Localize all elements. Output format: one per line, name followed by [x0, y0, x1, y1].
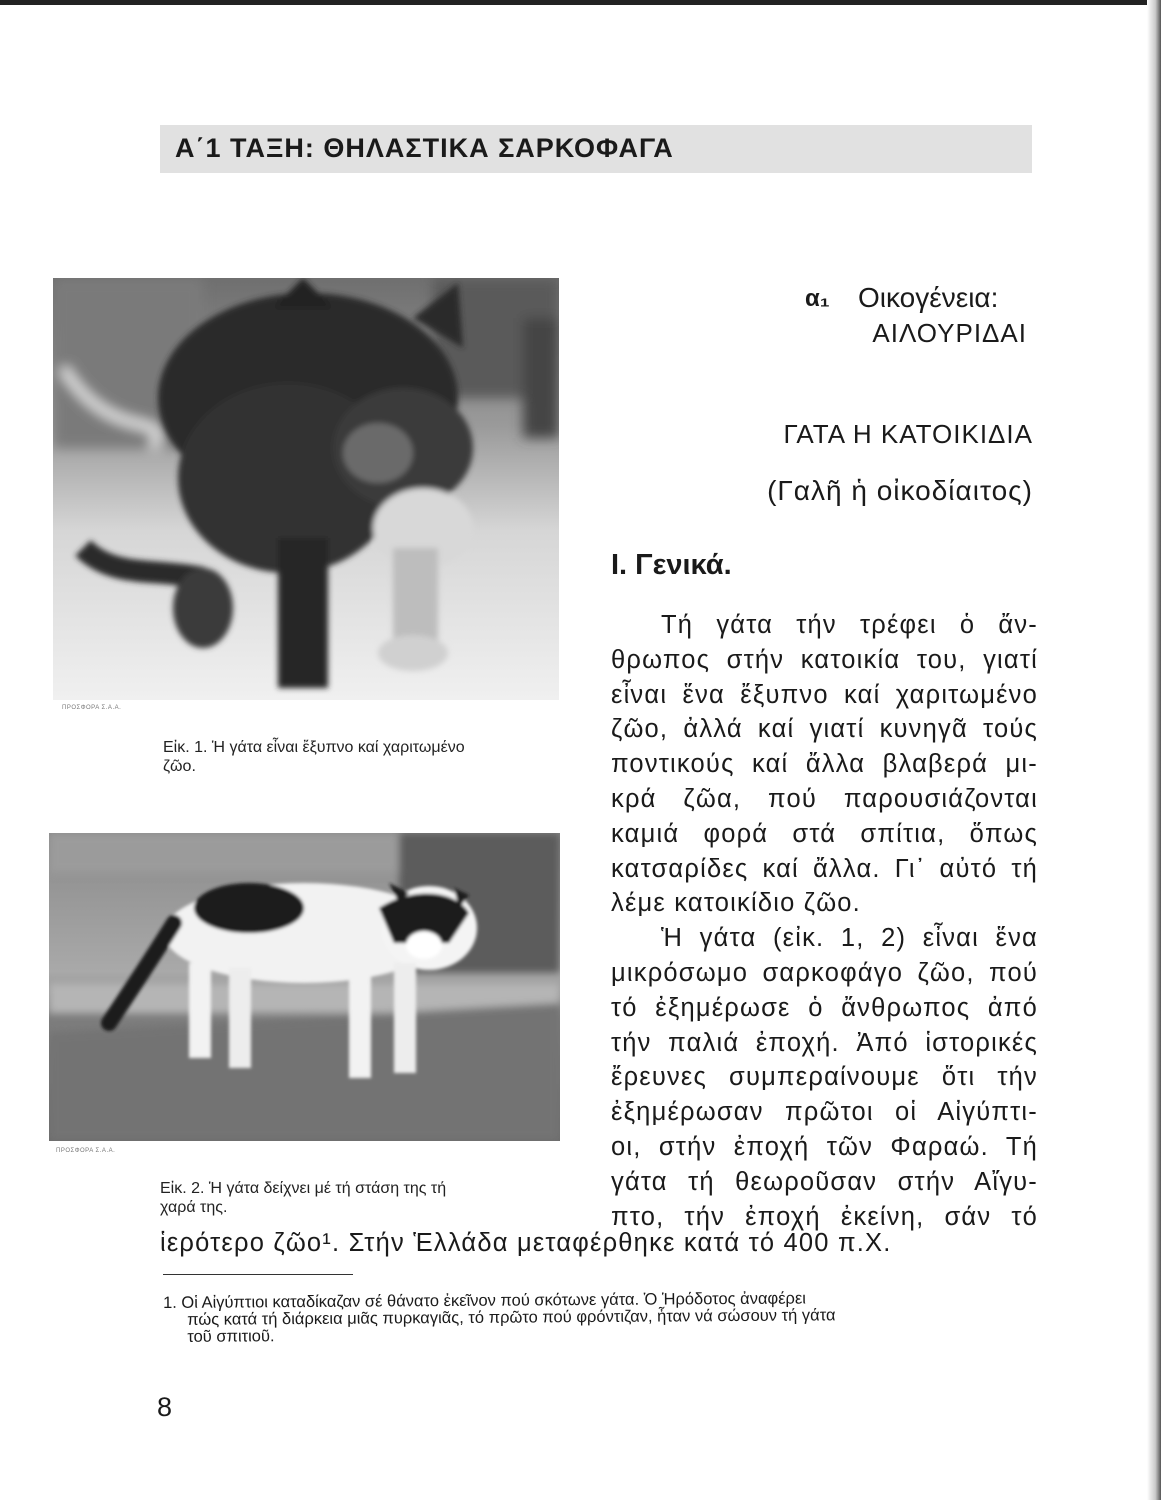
body-line: μικρόσωμο σαρκοφάγο ζῶο, πού: [611, 958, 1038, 987]
photo-2-credit: ΠΡΟΣΦΟΡΑ Σ.Α.Α.: [56, 1148, 116, 1154]
body-line: λέμε κατοικίδιο ζῶο.: [611, 889, 861, 918]
body-line: Ἡ γάτα (εἰκ. 1, 2) εἶναι ἕνα: [661, 924, 1038, 953]
footnote-line-2: πώς κατά τή διάρκεια μιᾶς πυρκαγιᾶς, τό πρῶτο πού φρόντιζαν, ἦταν νά σώσουν τή γάτα: [187, 1306, 836, 1329]
body-line: τήν παλιά ἐποχή. Ἀπό ἱστορικές: [611, 1028, 1038, 1057]
body-line: εἶναι ἕνα ἔξυπνο καί χαριτωμένο: [611, 680, 1038, 709]
body-line: γάτα τή θεωροῦσαν στήν Αἴγυ-: [611, 1167, 1038, 1196]
body-line: κρά ζῶα, πού παρουσιάζονται: [611, 784, 1038, 813]
body-line: οι, στήν ἐποχή τῶν Φαραώ. Τή: [611, 1132, 1038, 1161]
footnote: [163, 1289, 1045, 1346]
footnote-line-1: 1. Οἱ Αἰγύπτιοι καταδίκαζαν σέ θάνατο ἐκεῖνον πού σκότωνε γάτα. Ὁ Ἡρόδοτος ἀναφέρει: [162, 1289, 806, 1312]
species-name: ΓΑΤΑ Η ΚΑΤΟΙΚΙΔΙΑ: [783, 419, 1033, 449]
body-line: καμιά φορά στά σπίτια, ὅπως: [611, 819, 1038, 848]
figure-2-caption-line-1: Εἰκ. 2. Ἡ γάτα δείχνει μέ τή στάση της τή: [160, 1180, 447, 1197]
bicolor-cat-image: [49, 833, 560, 1141]
body-text: [611, 608, 1038, 1234]
family-label: Οικογένεια:: [858, 282, 999, 313]
species-scientific-name: (Γαλῆ ἡ οἰκοδίαιτος): [767, 475, 1033, 506]
photo-1-credit: ΠΡΟΣΦΟΡΑ Σ.Α.Α.: [62, 705, 122, 711]
body-line: ἔρευνες συμπεραίνουμε ὅτι τήν: [611, 1063, 1038, 1092]
cat-photo-2: [49, 833, 560, 1141]
body-line: ποντικούς καί ἄλλα βλαβερά μι-: [611, 750, 1038, 779]
body-final-line: ἱερότερο ζῶο¹. Στήν Ἑλλάδα μεταφέρθηκε κατά τό 400 π.Χ.: [160, 1229, 892, 1257]
body-line: τό ἐξημέρωσε ὁ ἄνθρωπος ἀπό: [611, 993, 1038, 1022]
body-line: πτο, τήν ἐποχή ἐκείνη, σάν τό: [611, 1202, 1038, 1231]
figure-1-caption-line-1: Εἰκ. 1. Ἡ γάτα εἶναι ἔξυπνο καί χαριτωμένο: [163, 739, 465, 756]
family-prefix: α₁: [805, 285, 830, 312]
page-top-edge: [0, 0, 1161, 5]
figure-1-caption-line-2: ζῶο.: [163, 758, 196, 775]
page-right-edge: [1147, 0, 1161, 1500]
body-line: ἐξημέρωσαν πρῶτοι οἱ Αἰγύπτι-: [611, 1098, 1038, 1127]
footnote-line-3: τοῦ σπιτιοῦ.: [187, 1327, 275, 1346]
body-line: Τή γάτα τήν τρέφει ὁ ἄν-: [661, 611, 1038, 639]
page-number: 8: [157, 1392, 173, 1422]
section-heading: Ι. Γενικά.: [611, 549, 732, 581]
footnote-divider: [163, 1274, 353, 1275]
body-line: ζῶο, ἀλλά καί γιατί κυνηγᾶ τούς: [611, 715, 1038, 744]
family-name: ΑΙΛΟΥΡΙΔΑΙ: [872, 318, 1027, 348]
body-line: θρωπος στήν κατοικία του, γιατί: [611, 645, 1038, 674]
cat-photo-1: [53, 278, 559, 700]
figure-2-caption: [160, 1179, 580, 1217]
body-line: κατσαρίδες καί ἄλλα. Γι᾽ αὐτό τή: [611, 854, 1038, 883]
chapter-title: Α΄1 ΤΑΞΗ: ΘΗΛΑΣΤΙΚΑ ΣΑΡΚΟΦΑΓΑ: [175, 133, 674, 163]
figure-1-caption: [163, 738, 573, 776]
tabby-kitten-image: [53, 278, 559, 700]
figure-2-caption-line-2: χαρά της.: [160, 1199, 228, 1216]
